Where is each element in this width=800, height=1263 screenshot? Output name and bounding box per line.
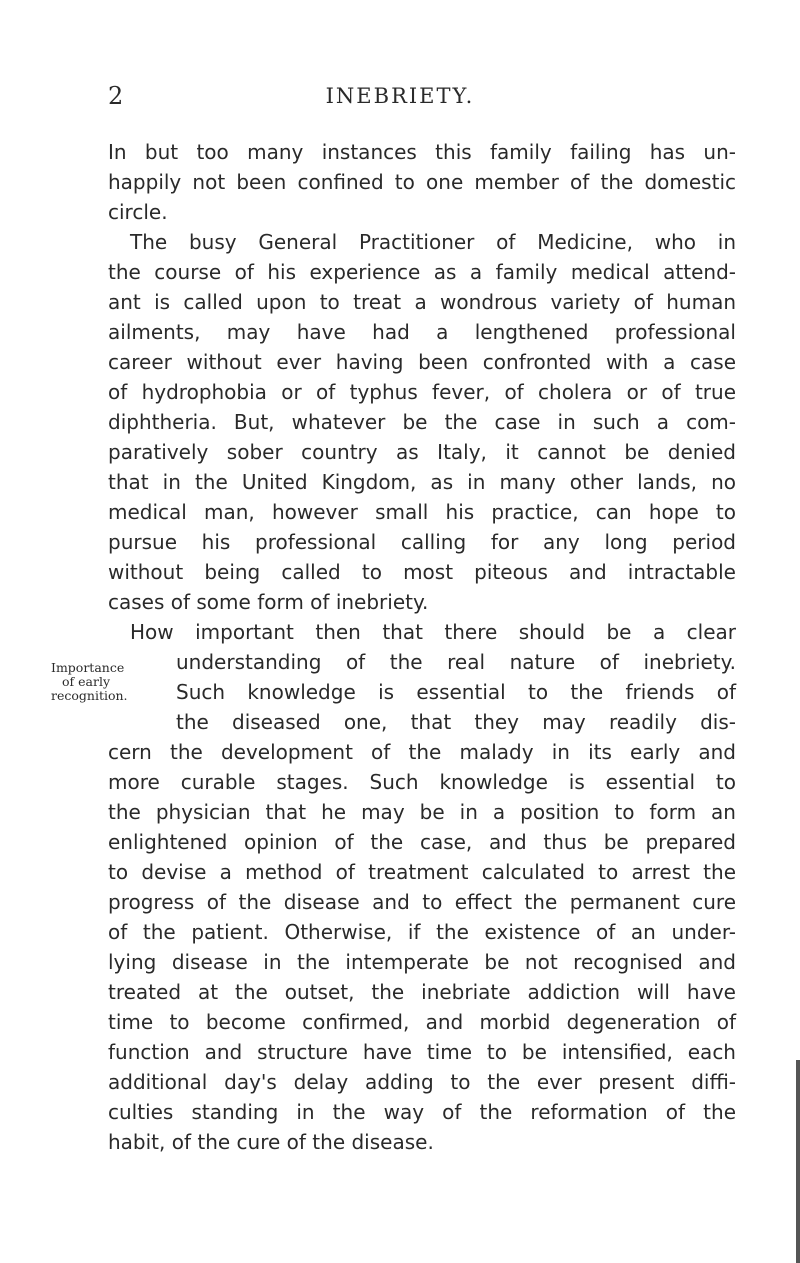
- body-text-line: the physician that he may be in a position to form an: [108, 800, 736, 824]
- body-text-line: of hydrophobia or of typhus fever, of cholera or of true: [108, 380, 736, 404]
- body-text-line: diphtheria. But, whatever be the case in such a com-: [108, 410, 736, 434]
- running-title: INEBRIETY.: [325, 84, 475, 108]
- body-text-line: culties standing in the way of the reformation of the: [108, 1100, 736, 1124]
- body-text-line: enlightened opinion of the case, and thus be prepared: [108, 830, 736, 854]
- body-text-line: time to become confirmed, and morbid degeneration of: [108, 1010, 736, 1034]
- body-text-line: lying disease in the intemperate be not recognised and: [108, 950, 736, 974]
- body-text-line: cern the development of the malady in its early and: [108, 740, 736, 764]
- body-text-line: In but too many instances this family failing has un-: [108, 140, 736, 164]
- body-text-line: to devise a method of treatment calculated to arrest the: [108, 860, 736, 884]
- body-text-line: progress of the disease and to effect the permanent cure: [108, 890, 736, 914]
- page-number: 2: [108, 82, 124, 110]
- body-text-line: pursue his professional calling for any long period: [108, 530, 736, 554]
- body-text-line: the diseased one, that they may readily dis-: [176, 710, 736, 734]
- body-text-line: cases of some form of inebriety.: [108, 590, 429, 614]
- body-text-line: understanding of the real nature of inebriety.: [176, 650, 736, 674]
- body-text-line: happily not been confined to one member of the domestic: [108, 170, 736, 194]
- page-edge-shadow: [796, 1060, 800, 1263]
- body-text-line: treated at the outset, the inebriate addiction will have: [108, 980, 736, 1004]
- margin-note-line: of early: [62, 674, 111, 689]
- body-text-line: habit, of the cure of the disease.: [108, 1130, 434, 1154]
- margin-note-line: recognition.: [51, 688, 128, 703]
- body-text-line: that in the United Kingdom, as in many other lands, no: [108, 470, 736, 494]
- body-text-line: more curable stages. Such knowledge is essential to: [108, 770, 736, 794]
- body-text-line: the course of his experience as a family medical attend-: [108, 260, 736, 284]
- body-text-line: Such knowledge is essential to the friends of: [176, 680, 736, 704]
- body-text-line: paratively sober country as Italy, it cannot be denied: [108, 440, 736, 464]
- body-text-line: medical man, however small his practice, can hope to: [108, 500, 736, 524]
- body-text-line: circle.: [108, 200, 168, 224]
- body-text-line: The busy General Practitioner of Medicine, who in: [130, 230, 736, 254]
- body-text-line: How important then that there should be a clear: [130, 620, 736, 644]
- body-text-line: additional day's delay adding to the ever present diffi-: [108, 1070, 736, 1094]
- body-text-line: ant is called upon to treat a wondrous variety of human: [108, 290, 736, 314]
- body-text-line: function and structure have time to be intensified, each: [108, 1040, 736, 1064]
- body-text-line: without being called to most piteous and intractable: [108, 560, 736, 584]
- body-text-line: ailments, may have had a lengthened professional: [108, 320, 736, 344]
- body-text-line: career without ever having been confronted with a case: [108, 350, 736, 374]
- body-text-line: of the patient. Otherwise, if the existence of an under-: [108, 920, 736, 944]
- margin-note-line: Importance: [51, 660, 125, 675]
